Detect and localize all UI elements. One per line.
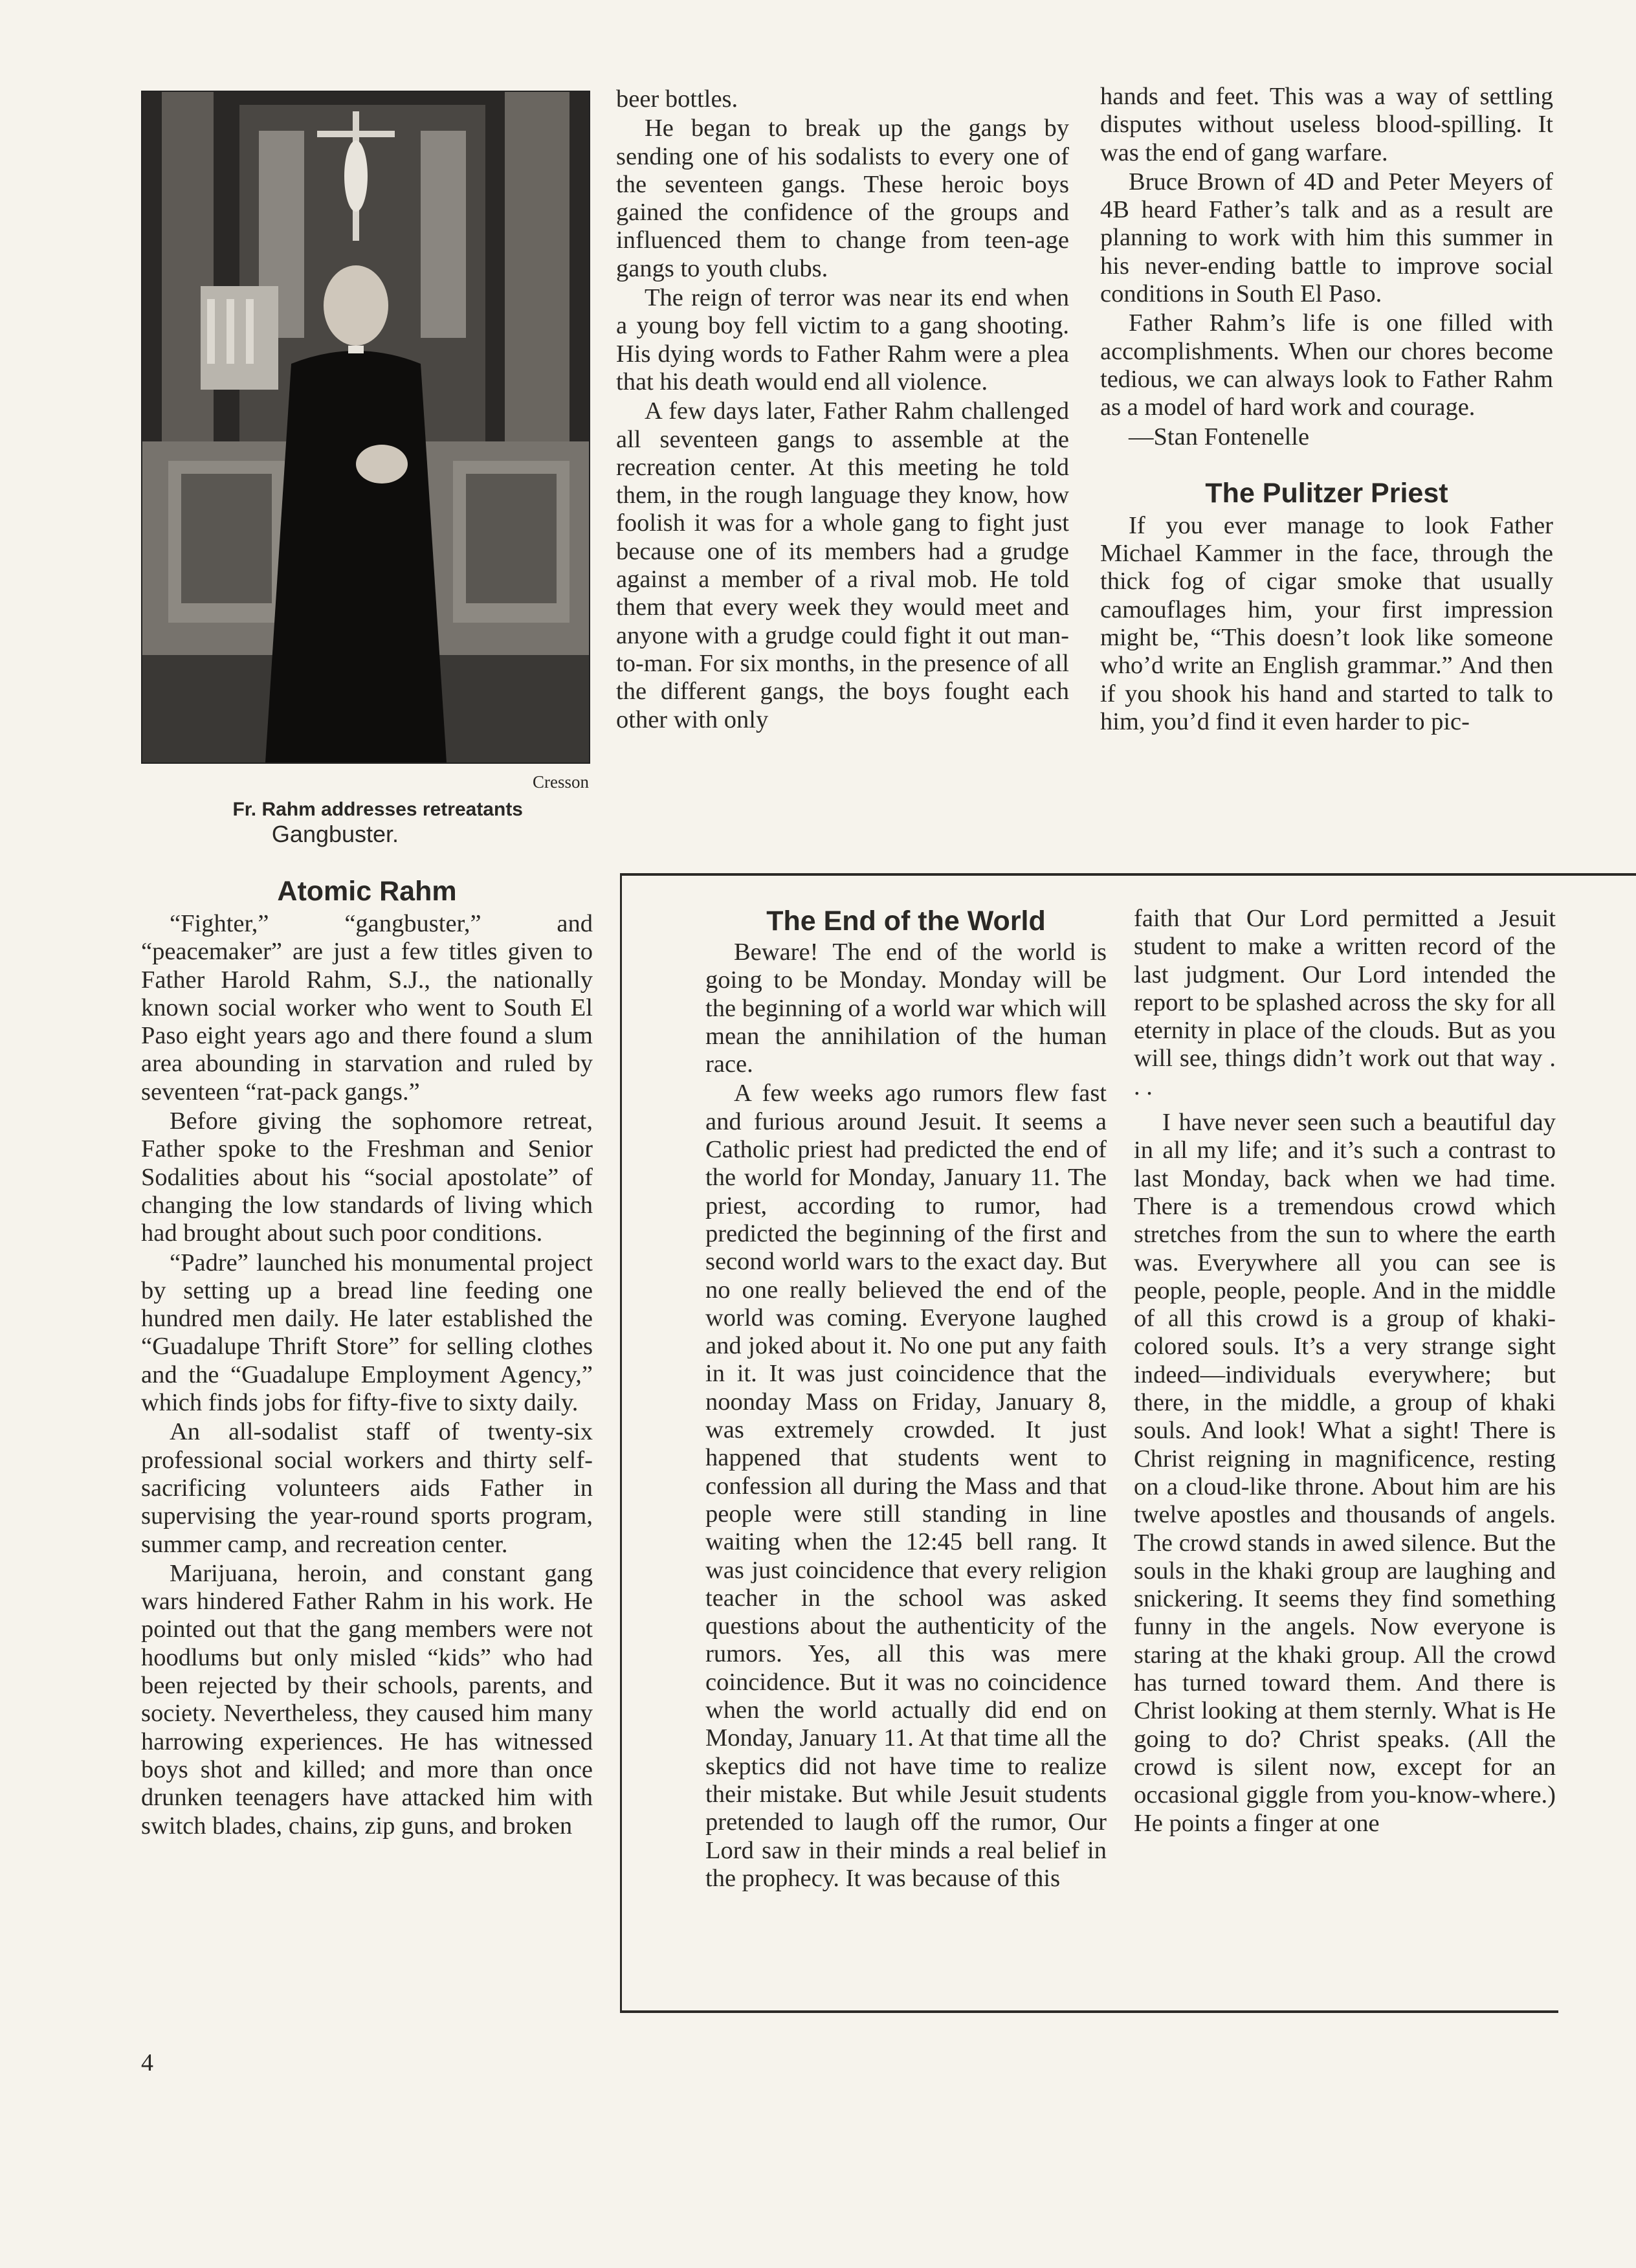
box-left-rule bbox=[620, 873, 622, 2012]
atomic-rahm-paragraph: Before giving the sophomore retreat, Father spoke to the Freshman and Senior Sodalities about his “social apostolate” of changing the low standards of living which had brought about such poor conditions. bbox=[141, 1107, 593, 1247]
atomic-rahm-paragraph: Marijuana, heroin, and constant gang wars hindered Father Rahm in his work. He pointed out that the gang members were not hoodlums but only misled “kids” who had been rejected by their schools, parents, and society. Nevertheless, they caused him many harrowing experiences. He has witnessed boys shot and killed; and more than once drunken teenagers have attacked him with switch blades, chains, zip guns, and broken bbox=[141, 1559, 593, 1840]
atomic-rahm-paragraph: Bruce Brown of 4D and Peter Meyers of 4B heard Father’s talk and as a result are planning to work with him this summer in his never-ending battle to improve social conditions in South El Paso. bbox=[1100, 168, 1553, 308]
box-bottom-rule bbox=[620, 2010, 1558, 2013]
photo-fr-rahm bbox=[141, 91, 590, 764]
end-of-world-paragraph: faith that Our Lord permitted a Jesuit student to make a written record of the last judgment. Our Lord intended the report to be splashed across the sky for all eternity in place of the clouds. But as you will see, things didn’t work out that way . . . bbox=[1134, 905, 1556, 1100]
atomic-rahm-signature: —Stan Fontenelle bbox=[1129, 423, 1310, 450]
photo-illustration bbox=[142, 92, 589, 762]
photo-credit: Cresson bbox=[533, 772, 589, 792]
photo-caption-line2: Gangbuster. bbox=[271, 821, 399, 847]
atomic-rahm-paragraph: “Padre” launched his monumental project by setting up a bread line feeding one hundred men daily. He later established the “Guadalupe Thrift Store” for selling clothes and the “Guadalupe Employment Agency,” which finds jobs for fifty-five to sixty daily. bbox=[141, 1249, 593, 1417]
atomic-rahm-paragraph: “Fighter,” “gangbuster,” and “peacemaker” are just a few titles given to Father Harold Rahm, S.J., the nationally known social worker who went to South El Paso eight years ago and there found a slum area abounding in starvation and ruled by seventeen “rat-pack gangs.” bbox=[141, 910, 593, 1106]
atomic-rahm-continued-1 bbox=[616, 85, 1069, 735]
atomic-rahm-continued-2 bbox=[1100, 83, 1553, 737]
atomic-rahm-paragraph: A few days later, Father Rahm challenged all seventeen gangs to assemble at the recreation center. At this meeting he told them, in the rough language they know, how foolish it was for a whole gang to fight just because one of its members had a grudge against a member of a rival mob. He told them that every week they would meet and anyone with a grudge could fight it out man-to-man. For six months, in the presence of all the different gangs, the boys fought each other with only bbox=[616, 397, 1069, 733]
atomic-rahm-paragraph: hands and feet. This was a way of settling disputes without useless blood-spilling. It was the end of gang warfare. bbox=[1100, 83, 1553, 166]
box-top-rule bbox=[620, 873, 1636, 876]
end-of-world-paragraph: Beware! The end of the world is going to be Monday. Monday will be the beginning of a world war which will mean the annihilation of the human race. bbox=[705, 939, 1107, 1078]
end-of-world-paragraph: I have never seen such a beautiful day in all my life; and it’s such a contrast to last Monday, back when we had time. There is a tremendous crowd which stretches from the sun to where the earth was. Everywhere all you can see is people, people, people. And in the middle of all this crowd is a group of khaki-colored souls. It’s a very strange sight indeed—individuals everywhere; but there, in the middle, a group of khaki souls. And look! What a sight! There is Christ reigning in magnificence, resting on a cloud-like throne. About him are his twelve apostles and thousands of angels. The crowd stands in awed silence. But the souls in the khaki group are laughing and snickering. It seems they find something funny in the angels. Now everyone is staring at the khaki group. All the crowd has turned toward them. And there is Christ looking at them sternly. What is He going to do? Christ speaks. (All the crowd is silent now, except for an occasional giggle from you-know-where.) He points a finger at one bbox=[1134, 1109, 1556, 1837]
pulitzer-priest-title: The Pulitzer Priest bbox=[1205, 477, 1448, 509]
pulitzer-priest-paragraph: If you ever manage to look Father Michael Kammer in the face, through the thick fog of cigar smoke that usually camouflages him, your first impression might be, “This doesn’t look like someone who’d write an English grammar.” And then if you shook his hand and started to talk to him, you’d find it even harder to pic- bbox=[1100, 511, 1553, 735]
atomic-rahm-paragraph: beer bottles. bbox=[616, 85, 738, 113]
atomic-rahm-paragraph: Father Rahm’s life is one filled with accomplishments. When our chores become tedious, we can always look to Father Rahm as a model of hard work and courage. bbox=[1100, 309, 1553, 421]
end-of-world-title: The End of the World bbox=[766, 906, 1046, 937]
end-of-world-article bbox=[705, 905, 1107, 1894]
atomic-rahm-article bbox=[141, 875, 593, 1841]
atomic-rahm-paragraph: An all-sodalist staff of twenty-six professional social workers and thirty self-sacrificing volunteers aids Father in supervising the year-round sports program, summer camp, and recreation center. bbox=[141, 1418, 593, 1558]
page-number: 4 bbox=[141, 2049, 153, 2076]
photo-caption-line1: Fr. Rahm addresses retreatants bbox=[232, 799, 523, 820]
atomic-rahm-paragraph: The reign of terror was near its end when a young boy fell victim to a gang shooting. His dying words to Father Rahm were a plea that his death would end all violence. bbox=[616, 284, 1069, 395]
atomic-rahm-title: Atomic Rahm bbox=[277, 876, 457, 907]
end-of-world-continued bbox=[1134, 905, 1556, 1839]
atomic-rahm-paragraph: He began to break up the gangs by sending one of his sodalists to every one of the seventeen gangs. These heroic boys gained the confidence of the groups and influenced them to change from teen-age gangs to youth clubs. bbox=[616, 115, 1069, 282]
end-of-world-paragraph: A few weeks ago rumors flew fast and furious around Jesuit. It seems a Catholic priest had predicted the end of the world for Monday, January 11. The priest, according to rumor, had predicted the beginning of the first and second world wars to the exact day. But no one really believed the end of the world was coming. Everyone laughed and joked about it. No one put any faith in it. It was just coincidence that the noonday Mass on Friday, January 8, was extremely crowded. It just happened that students went to confession all during the Mass and that people were still standing in line waiting when the 12:45 bell rang. It was just coincidence that every religion teacher in the school was asked questions about the authenticity of the rumors. Yes, all this was mere coincidence. But it was no coincidence when the world actually did end on Monday, January 11. At that time all the skeptics did not have time to realize their mistake. But while Jesuit students pretended to laugh off the rumor, Our Lord saw in their minds a real belief in the prophecy. It was because of this bbox=[705, 1080, 1107, 1892]
